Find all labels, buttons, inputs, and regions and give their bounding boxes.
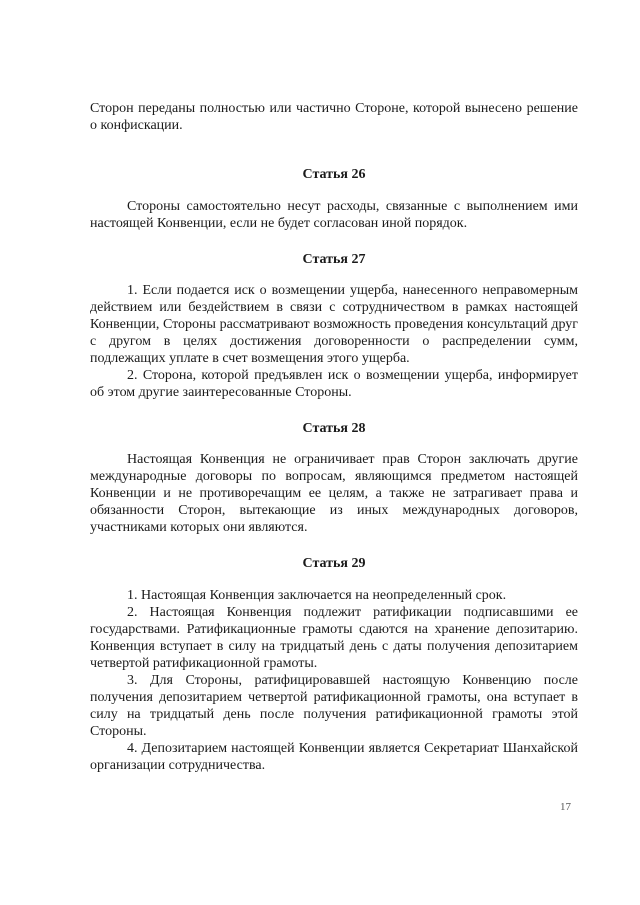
article-29-heading: Статья 29: [302, 556, 366, 571]
document-page: [90, 100, 578, 774]
article-26-heading: Статья 26: [302, 167, 366, 182]
article-29-paragraph-2: 2. Настоящая Конвенция подлежит ратификации подписавшими ее государствами. Ратификационные грамоты сдаются на хранение депозитарию. Конвенция вступает в силу на тридцатый день с даты получения депозитарием четвертой ратификационной грамоты.: [90, 605, 578, 671]
article-27-heading: Статья 27: [302, 252, 366, 267]
article-29-paragraph-1: 1. Настоящая Конвенция заключается на неопределенный срок.: [127, 588, 507, 603]
article-28-paragraph-1: Настоящая Конвенция не ограничивает прав Сторон заключать другие международные договоры по вопросам, являющимся предметом настоящей Конвенции и не противоречащим ее целям, а также не затрагивает права и обязанности Сторон, вытекающие из иных международных договоров, участниками которых они являются.: [90, 452, 578, 535]
article-29-paragraph-3: 3. Для Стороны, ратифицировавшей настоящую Конвенцию после получения депозитарием четвертой ратификационной грамоты, она вступает в силу на тридцатый день после получения ратификационной грамоты этой Стороны.: [90, 673, 578, 739]
article-26-paragraph-1: Стороны самостоятельно несут расходы, связанные с выполнением ими настоящей Конвенции, если не будет согласован иной порядок.: [90, 199, 578, 231]
article-29-paragraph-4: 4. Депозитарием настоящей Конвенции является Секретариат Шанхайской организации сотрудничества.: [90, 741, 578, 773]
page-number: 17: [560, 801, 571, 813]
article-27-paragraph-2: 2. Сторона, которой предъявлен иск о возмещении ущерба, информирует об этом другие заинтересованные Стороны.: [90, 368, 578, 400]
article-27-paragraph-1: 1. Если подается иск о возмещении ущерба, нанесенного неправомерным действием или бездействием в связи с сотрудничеством в рамках настоящей Конвенции, Стороны рассматривают возможность проведения консультаций друг с другом в целях достижения договоренности о распределении сумм, подлежащих уплате в счет возмещения этого ущерба.: [90, 283, 578, 366]
article-28-heading: Статья 28: [302, 421, 366, 436]
intro-paragraph: Сторон переданы полностью или частично Стороне, которой вынесено решение о конфискации.: [90, 101, 578, 133]
